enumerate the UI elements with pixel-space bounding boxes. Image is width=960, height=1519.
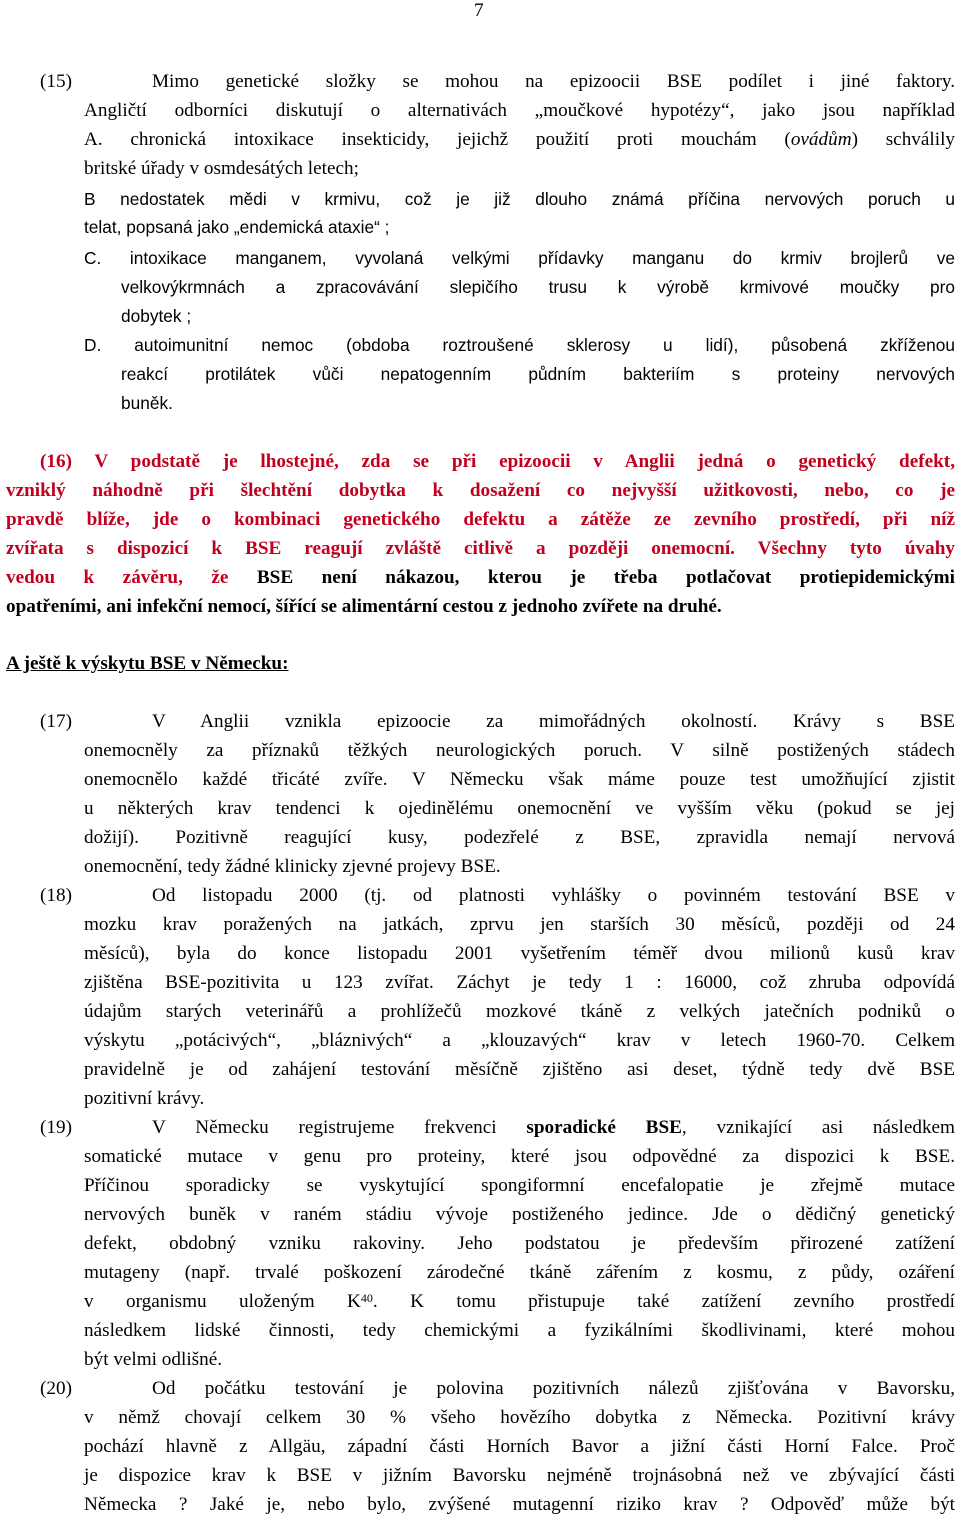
text-line: Od listopadu 2000 (tj. od platnosti vyhlášky o povinném testování BSE v xyxy=(152,885,955,906)
text-line: B nedostatek mědi v krmivu, což je již dlouho známá příčina nervových poruch u xyxy=(84,189,955,209)
page-number: 7 xyxy=(474,0,484,21)
text-line: u některých krav tendenci k ojedinělému onemocnění ve vyšším věku (pokud se jej xyxy=(84,798,955,819)
text-line: dobytek ; xyxy=(121,306,192,326)
text-line: Příčinou sporadicky se vyskytující spongiformní encefalopatie je zřejmě mutace xyxy=(84,1175,955,1196)
text-line: somatické mutace v genu pro proteiny, které jsou odpovědné za dispozici k BSE. xyxy=(84,1146,955,1167)
text-line: je dispozice krav k BSE v jižním Bavorsku nejméně trojnásobná než ve zbývající části xyxy=(84,1465,955,1486)
text-line: pozitivní krávy. xyxy=(84,1088,205,1109)
bold-term: sporadické BSE xyxy=(526,1117,682,1138)
text-line: opatřeními, ani infekční nemocí, šířící se alimentární cestou z jednoho zvířete na druhé. xyxy=(6,596,722,617)
text-line: britské úřady v osmdesátých letech; xyxy=(84,158,359,179)
text-line: A. chronická intoxikace insekticidy, jejichž použití proti mouchám (ovádům) schválily xyxy=(84,129,955,150)
text-line: mutageny (např. trvalé poškození zárodečné tkáně zářením z kosmu, z půdy, ozáření xyxy=(84,1262,955,1283)
text-line: V Anglii vznikla epizoocie za mimořádných okolností. Krávy s BSE xyxy=(152,711,955,732)
emphasis: ovádům xyxy=(790,129,852,150)
text-line: reakcí protilátek vůči nepatogenním půdním bakteriím s proteiny nervových xyxy=(121,364,955,384)
text-line: telat, popsaná jako „endemická ataxie“ ; xyxy=(84,217,390,237)
text-line: onemocnělo každé třicáté zvíře. V Německu však máme pouze test umožňující zjistit xyxy=(84,769,955,790)
text-line: v němž chovají celkem 30 % všeho hovězího dobytka z Německa. Pozitivní krávy xyxy=(84,1407,955,1428)
text-line: D. autoimunitní nemoc (obdoba roztroušené sklerosy u lidí), působená zkříženou xyxy=(84,335,955,355)
text-line: Mimo genetické složky se mohou na epizoocii BSE podílet i jiné faktory. xyxy=(152,71,955,92)
text-line: dožijí). Pozitivně reagující kusy, podezřelé z BSE, zpravidla nemají nervová xyxy=(84,827,955,848)
paragraph-number: (19) xyxy=(40,1117,72,1138)
text-line: defekt, obdobný vzniku rakoviny. Jeho podstatou je především přirozené zatížení xyxy=(84,1233,955,1254)
superscript: 40 xyxy=(360,1291,373,1305)
text-line: údajům starých veterinářů a prohlížečů mozkové tkáně z velkých jatečních podniků o xyxy=(84,1001,955,1022)
text-line: onemocněly za příznaků těžkých neurologických poruch. V silně postižených stádech xyxy=(84,740,955,761)
text-line: pochází hlavně z Allgäu, západní části Horních Bavor a jižní části Horní Falce. Proč xyxy=(84,1436,955,1457)
text-line: následkem lidské činnosti, tedy chemickými a fyzikálními škodlivinami, které mohou xyxy=(84,1320,955,1341)
text-line: (16) V podstatě je lhostejné, zda se při epizoocii v Anglii jedná o genetický defekt, xyxy=(40,451,955,472)
text-line: zvířata s dispozicí k BSE reagují zvláště citlivě a později onemocní. Všechny tyto úvahy xyxy=(6,538,955,559)
text-line: pravdě blíže, jde o kombinaci genetického defektu a zátěže ze zevního prostředí, při níž xyxy=(6,509,955,530)
text-line: Od počátku testování je polovina pozitivních nálezů zjišťována v Bavorsku, xyxy=(152,1378,955,1399)
text-line: C. intoxikace manganem, vyvolaná velkými přídavky manganu do krmiv brojlerů ve xyxy=(84,248,955,268)
text-line: velkovýkrmnách a zpracovávání slepičího trusu k výrobě krmivové moučky pro xyxy=(121,277,955,297)
section-heading: A ještě k výskytu BSE v Německu: xyxy=(6,653,289,674)
paragraph-number: (17) xyxy=(40,711,72,732)
text-line: onemocnění, tedy žádné klinicky zjevné projevy BSE. xyxy=(84,856,501,877)
paragraph-number: (20) xyxy=(40,1378,72,1399)
text-line: být velmi odlišné. xyxy=(84,1349,223,1370)
text-line: nervových buněk v raném stádiu vývoje postiženého jedince. Jde o dědičný genetický xyxy=(84,1204,955,1225)
text-line: vedou k závěru, že BSE není nákazou, kterou je třeba potlačovat protiepidemickými xyxy=(6,567,955,588)
text-line: V Německu registrujeme frekvenci sporadické BSE, vznikající asi následkem xyxy=(152,1117,955,1138)
text-line: Angličtí odborníci diskutují o alternativách „moučkové hypotézy“, jako jsou například xyxy=(84,100,955,121)
text-line: vzniklý náhodně při šlechtění dobytka k dosažení co nejvyšší užitkovosti, nebo, co je xyxy=(6,480,955,501)
text-line: buněk. xyxy=(121,393,173,413)
text-line: Německa ? Jaké je, nebo bylo, zvýšené mutagenní riziko krav ? Odpověď může být xyxy=(84,1494,955,1515)
paragraph-number: (15) xyxy=(40,71,72,92)
text-line: pravidelně je od zahájení testování měsíčně zjištěno asi deset, týdně tedy dvě BSE xyxy=(84,1059,955,1080)
text-line: výskytu „potácivých“, „bláznivých“ a „klouzavých“ krav v letech 1960-70. Celkem xyxy=(84,1030,955,1051)
text-line: měsíců), byla do konce listopadu 2001 vyšetřením téměř dvou milionů kusů krav xyxy=(84,943,955,964)
paragraph-number: (18) xyxy=(40,885,72,906)
text-line: v organismu uloženým $K^{40}$. K tomu přistupuje také zatížení zevního prostředí xyxy=(84,1291,955,1312)
text-line: zjištěna BSE-pozitivita u 123 zvířat. Záchyt je tedy 1 : 16000, což zhruba odpovídá xyxy=(84,972,955,993)
text-line: mozku krav poražených na jatkách, zprvu jen starších 30 měsíců, později od 24 xyxy=(84,914,955,935)
